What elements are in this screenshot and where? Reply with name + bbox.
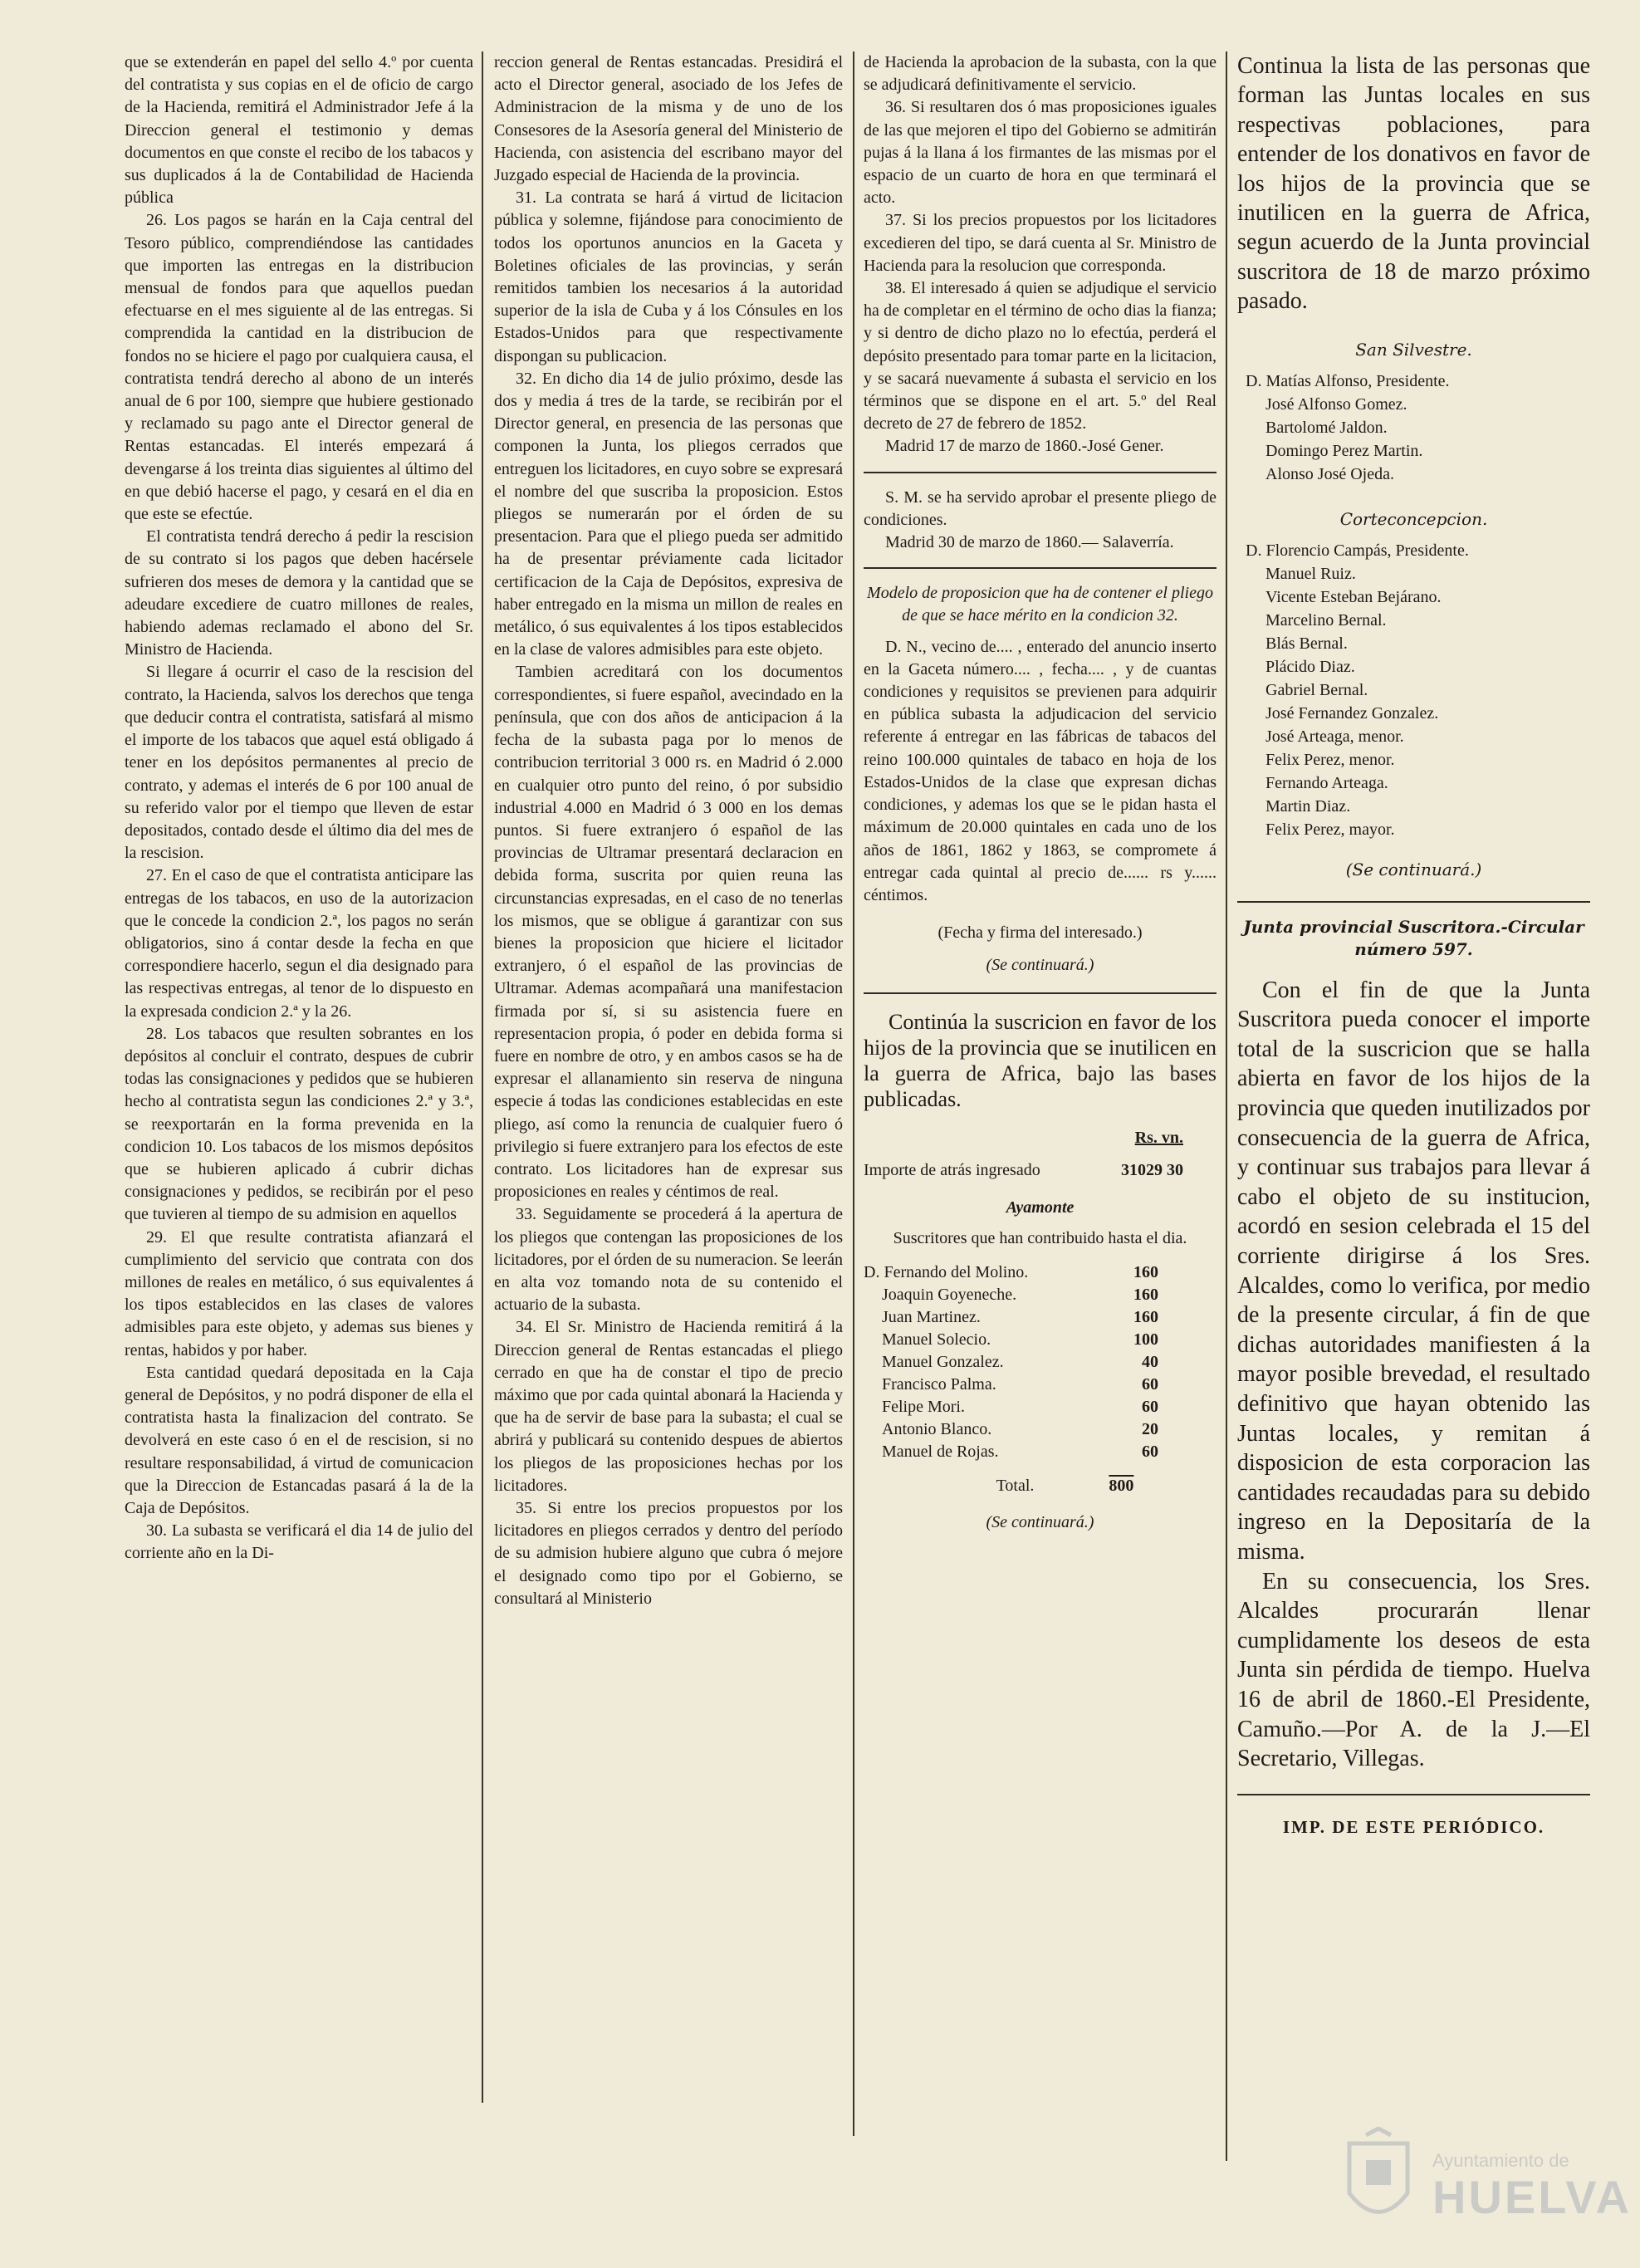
member-name: Blás Bernal.	[1265, 634, 1348, 653]
member-name: Vicente Esteban Bejárano.	[1265, 587, 1442, 606]
previous-total-label: Importe de atrás ingresado	[864, 1160, 1040, 1179]
member-name: Martin Diaz.	[1265, 796, 1351, 816]
divider	[864, 567, 1217, 569]
member-name: Gabriel Bernal.	[1265, 680, 1368, 699]
previous-total-amount: 31029 30	[1121, 1160, 1183, 1179]
signature: Madrid 30 de marzo de 1860.— Salaverría.	[885, 533, 1174, 552]
column-3	[864, 51, 1217, 2231]
subscription-heading	[864, 1009, 1217, 1112]
subscriber-name: Francisco Palma.	[882, 1375, 996, 1394]
signature: Madrid 17 de marzo de 1860.-José Gener.	[885, 437, 1164, 456]
paragraph: que se extenderán en papel del sello 4.º por cuenta del contratista y sus copias en el de oficio de cargo de la Hacienda, remitirá el Administrador Jefe á la Direccion general el testimonio y demas documentos en que conste el recibo de los tabacos y sus duplicados á la de Contabilidad de Hacienda pública	[125, 53, 473, 208]
circular-body	[1237, 976, 1590, 1774]
subscriber-amount: 160	[1133, 1286, 1158, 1305]
condition-34: 34. El Sr. Ministro de Hacienda remitirá á la Direccion general de Rentas estancadas el pliego cerrado en que ha de constar el tipo de precio máximo que por cada quintal abonará la Hacienda y que ha de servir de base para la subasta; el cual se abrirá y publicará su contenido despues de abiertos los pliegos de las proposiciones hechas por los licitadores.	[494, 1318, 843, 1495]
condition-36: 36. Si resultaren dos ó mas proposiciones iguales de las que mejoren el tipo del Gobierno se admitirán pujas á la llana á los firmantes de las mismas por el espacio de un cuarto de hora en que terminará el acto.	[864, 98, 1217, 208]
subscriber-row	[864, 1284, 1217, 1306]
condition-35: 35. Si entre los precios propuestos por los licitadores en pliegos cerrados y dentro del período de su admision hubiere alguno que cubra ó mejore el designado como tipo por el Gobierno, se consultará al Ministerio	[494, 1499, 843, 1608]
condition-26: 26. Los pagos se harán en la Caja central del Tesoro público, comprendiéndose las cantidades que importen las entregas en la distribucion mensual de fondos para que aquellos puedan efectuarse en el mes siguiente al de las entregas. Si comprendida la cantidad en la distribucion de fondos no se hiciere el pago por cualquiera causa, el contratista tendrá derecho al abono de un interés anual de 6 por 100, siempre que hubiere gestionado y reclamado su pago ante el Director general de Rentas estancadas. El interés empezará á devengarse á los treinta dias siguientes al último del en que debió hacerse el pago, y cesará en el dia en que este se efectúe.	[125, 211, 473, 524]
member-name: José Alfonso Gomez.	[1265, 394, 1407, 414]
name-list	[1237, 539, 1590, 841]
circular-paragraph: Con el fin de que la Junta Suscritora pueda conocer el importe total de la suscricion que se halla abierta en favor de los hijos de la provincia que queden inutilizados por consecuencia de la guerra de Africa, y continuar sus trabajos para llevar á cabo el objeto de su institucion, acordó en sesion celebrada el 15 del corriente dirigirse á los Sres. Alcaldes, como lo verifica, por medio de la presente circular, á fin de que dichas autoridades manifiesten á la mayor posible brevedad, el resultado definitivo que hayan obtenido las Juntas locales, y remitan á disposicion de esta corporacion las cantidades recaudadas para su debido ingreso en la Depositaría de la misma.	[1237, 977, 1590, 1565]
condition-28: 28. Los tabacos que resulten sobrantes en los depósitos al concluir el contrato, despues de cubrir todas las consignaciones y pedidos que se hubieren hecho al contratista segun las condiciones 2.ª y 3.ª, se reexportarán en la forma prevenida en la condicion 10. Los tabacos de los mismos depósitos que se hubieren aplicado á cubrir dichas consignaciones y pedidos, se recibirán por el peso que tuvieren al tiempo de su admision en aquellos	[125, 1024, 473, 1224]
subscriber-row	[864, 1441, 1217, 1463]
subscriber-name: Antonio Blanco.	[882, 1420, 992, 1439]
subscriber-name: Felipe Mori.	[882, 1398, 965, 1417]
model-text: D. N., vecino de.... , enterado del anuncio inserto en la Gaceta número.... , fecha.... , y de cuantas condiciones y requisitos se previenen para adquirir en pública subasta la adjudicacion del servicio referente á entregar en las fábricas de tabacos del reino 100.000 quintales de tabaco en hoja de los Estados-Unidos de la clase que expresan dichas condiciones, y ademas los que se le pidan hasta el máximum de 20.000 quintales en cada uno de los años de 1861, 1862 y 1863, se compromete á entregar cada quintal al precio de...... rs y...... céntimos.	[864, 637, 1217, 904]
subscriber-row	[864, 1329, 1217, 1351]
watermark-line1: Ayuntamiento de	[1432, 2150, 1569, 2171]
column-1	[125, 51, 473, 2231]
watermark-line2: HUELVA	[1432, 2171, 1632, 2223]
member-name: Domingo Perez Martin.	[1265, 441, 1423, 460]
member-name: José Fernandez Gonzalez.	[1265, 703, 1439, 723]
member-name: Marcelino Bernal.	[1265, 610, 1387, 629]
subscriber-amount: 160	[1133, 1263, 1158, 1282]
condition-32: 32. En dicho dia 14 de julio próximo, desde las dos y media á tres de la tarde, se recibirán por el Director general, en presencia de las personas que componen la Junta, los pliegos cerrados que entreguen los licitadores, en cuyo sobre se expresará el nombre del que suscriba la proposicion. Estos pliegos se numerarán por el órden de su presentacion. Para que el pliego pueda ser admitido ha de presentar préviamente cada licitador certificacion de la Caja de Depósitos, expresiva de haber entregado en la misma un millon de reales en metálico, ó sus equivalentes á los tipos establecidos en la clase de valores admisibles para este objeto.	[494, 369, 843, 659]
currency-label: Rs. vn.	[1134, 1128, 1183, 1147]
juntas-intro-text: Continua la lista de las personas que forman las Juntas locales en sus respectivas poblaciones, para entender de los donativos en favor de los hijos de la provincia que se inutilicen en la guerra de Africa, segun acuerdo de la Junta provincial suscritora de 18 de marzo próximo pasado.	[1237, 53, 1590, 315]
paragraph: reccion general de Rentas estancadas. Presidirá el acto el Director general, asociado de los Jefes de Administracion de la misma y de uno de los Consesores de la Asesoría general del Ministerio de Hacienda, con asistencia del escribano mayor del Juzgado especial de Hacienda de la provincia.	[494, 53, 843, 185]
paragraph: Si llegare á ocurrir el caso de la rescision del contrato, la Hacienda, salvos los derechos que tenga que deducir contra el contratista, satisfará al mismo el importe de los tabacos que aquel está obligado á tener en los depósitos permanentes al precio de contrato, y ademas el interés de 6 por 100 anual de su referido valor por el tiempo que lleven de estar depositados, contado desde el último dia del mes de la rescision.	[125, 663, 473, 863]
subscriber-amount: 160	[1133, 1308, 1158, 1327]
total-row	[864, 1475, 1217, 1497]
paragraph: Tambien acreditará con los documentos correspondientes, si fuere español, avecindado en la península, que con dos años de anticipacion á la fecha de la subasta paga por lo menos de contribucion territorial 3 000 rs. en Madrid ó 2.000 en cualquier otro punto del reino, ó por subsidio industrial 4.000 en Madrid ó 3 000 en los demas puntos. Si fuere extranjero ó español de las provincias de Ultramar presentará declaracion en debida forma, suscrita por quien reuna las circunstancias expresadas, en el caso de no tenerlas los mismos, que se obligue á garantizar con sus bienes la proposicion que hiciere el licitador extranjero, ó el español de las provincias de Ultramar. Ademas acompañará una manifestacion firmada por sí, si su asistencia fuere en representacion propia, ó poder en debida forma si fuere en nombre de otro, y en ambos casos se ha de expresar el allanamiento sin reserva de ninguna especie á todas las condiciones establecidas en este pliego, así como la renuncia de cualquier fuero ó privilegio si fuere extranjero para los efectos de este contrato. Los licitadores han de expresar sus proposiciones en reales y céntimos de real.	[494, 663, 843, 1202]
subscriber-row	[864, 1261, 1217, 1284]
continue-note: (Se continuará.)	[986, 956, 1094, 975]
condition-30: 30. La subasta se verificará el dia 14 de julio del corriente año en la Di-	[125, 1521, 473, 1563]
circular-heading: Junta provincial Suscritora.-Circular número 597.	[1243, 916, 1584, 959]
subscriber-name: Joaquin Goyeneche.	[882, 1286, 1017, 1305]
condition-33: 33. Seguidamente se procederá á la apertura de los pliegos que contengan las proposiciones de los licitadores, por el órden de su numeracion. Se leerán en alta voz tomando nota de su contenido el actuario de la subasta.	[494, 1205, 843, 1315]
member-name: José Arteaga, menor.	[1265, 727, 1404, 746]
approval-text: S. M. se ha servido aprobar el presente pliego de condiciones.	[864, 487, 1217, 529]
column-rule	[853, 51, 854, 2136]
previous-total-row	[864, 1159, 1217, 1182]
subscriber-row	[864, 1418, 1217, 1441]
condition-31: 31. La contrata se hará á virtud de licitacion pública y solemne, fijándose para conocimiento de todos los oportunos anuncios en la Gaceta y Boletines oficiales de las provincias, y serán remitidos tambien los necesarios á la autoridad superior de la isla de Cuba y á los Cónsules en los Estados-Unidos para que respectivamente dispongan su publicacion.	[494, 189, 843, 365]
member-name: D. Florencio Campás, Presidente.	[1246, 541, 1469, 560]
member-name: D. Matías Alfonso, Presidente.	[1246, 371, 1450, 390]
member-name: Fernando Arteaga.	[1265, 773, 1388, 792]
circular-paragraph: En su consecuencia, los Sres. Alcaldes procurarán llenar cumplidamente los deseos de esta Junta sin pérdida de tiempo. Huelva 16 de abril de 1860.-El Presidente, Camuño.—Por A. de la J.—El Secretario, Villegas.	[1237, 1568, 1590, 1772]
member-name: Felix Perez, mayor.	[1265, 820, 1395, 839]
divider	[864, 992, 1217, 994]
member-name: Plácido Diaz.	[1265, 657, 1355, 676]
total-amount: 800	[1109, 1477, 1134, 1496]
subscriber-name: Manuel Gonzalez.	[882, 1353, 1004, 1372]
subscriber-amount: 20	[1142, 1420, 1158, 1439]
subscriber-name: Manuel Solecio.	[882, 1330, 991, 1350]
continue-note: (Se continuará.)	[1345, 859, 1482, 879]
crest-icon	[1341, 2127, 1416, 2235]
column-rule	[1226, 51, 1227, 2161]
subscriber-amount: 100	[1133, 1330, 1158, 1350]
divider	[1237, 901, 1590, 903]
continue-note: (Se continuará.)	[986, 1512, 1094, 1531]
place-heading: San Silvestre.	[1355, 339, 1472, 360]
model-signature: (Fecha y firma del interesado.)	[937, 923, 1143, 943]
subscriber-amount: 40	[1142, 1353, 1158, 1372]
member-name: Manuel Ruiz.	[1265, 564, 1356, 583]
subscriber-row	[864, 1306, 1217, 1329]
imprint: IMP. DE ESTE PERIÓDICO.	[1282, 1816, 1545, 1837]
paragraph: de Hacienda la aprobacion de la subasta, con la que se adjudicará definitivamente el servicio.	[864, 53, 1217, 95]
paragraph: El contratista tendrá derecho á pedir la rescision de su contrato si los pagos que deben hacérsele sufrieren dos meses de demora y la cantidad que se adeudare excediere de cuatro millones de reales, habiendo ademas reclamado el abono del Sr. Ministro de Hacienda.	[125, 527, 473, 659]
condition-38: 38. El interesado á quien se adjudique el servicio ha de completar en el término de ocho dias la fianza; y si dentro de dicho plazo no lo efectúa, perderá el depósito presentado para tomar parte en la licitacion, y se sacará nuevamente á subasta el servicio en los términos que se dispone en el art. 5.º del Real decreto de 27 de febrero de 1852.	[864, 279, 1217, 434]
name-list	[1237, 370, 1590, 486]
model-heading: Modelo de proposicion que ha de contener el pliego de que se hace mérito en la condicion 32.	[867, 584, 1213, 625]
total-label: Total.	[996, 1477, 1035, 1496]
member-name: Bartolomé Jaldon.	[1265, 418, 1388, 437]
paragraph: Esta cantidad quedará depositada en la Caja general de Depósitos, y no podrá disponer de ella el contratista hasta la finalizacion del contrato. Se devolverá en este caso ó en el de rescision, si no resultare responsabilidad, á virtud de comunicacion que la Direccion de Estancadas pasará á la de la Caja de Depósitos.	[125, 1363, 473, 1517]
column-rule	[482, 51, 483, 2103]
subscriber-amount: 60	[1142, 1375, 1158, 1394]
subscriber-name: D. Fernando del Molino.	[864, 1263, 1029, 1282]
column-2	[494, 51, 843, 2231]
divider	[1237, 1794, 1590, 1795]
subscription-heading-text: Continúa la suscricion en favor de los hijos de la provincia que se inutilicen en la guerra de Africa, bajo las bases publicadas.	[864, 1009, 1217, 1111]
subscribers-table	[864, 1261, 1217, 1463]
divider	[864, 472, 1217, 473]
member-name: Alonso José Ojeda.	[1265, 464, 1394, 483]
subscriber-name: Juan Martinez.	[882, 1308, 981, 1327]
town-name: Ayamonte	[1006, 1198, 1075, 1217]
subscriber-row	[864, 1374, 1217, 1396]
juntas-intro	[1237, 51, 1590, 316]
subscriber-row	[864, 1396, 1217, 1418]
archive-watermark	[1341, 2119, 1632, 2251]
condition-27: 27. En el caso de que el contratista anticipare las entregas de los tabacos, en uso de la autorizacion que le concede la condicion 2.ª, los pagos no serán obligatorios, sino á contar desde la fecha en que correspondiere hacerlo, segun el dia designado para las respectivas entregas, al tenor de lo dispuesto en la expresada condicion 2.ª y la 26.	[125, 866, 473, 1021]
subscriber-name: Manuel de Rojas.	[882, 1443, 999, 1462]
member-name: Felix Perez, menor.	[1265, 750, 1395, 769]
condition-29: 29. El que resulte contratista afianzará el cumplimiento del servicio que contrata con dos millones de reales en metálico, ó sus equivalentes á los tipos establecidos en las clases de valores admisibles para este objeto, y ademas sus bienes y rentas, habidos y por haber.	[125, 1227, 473, 1359]
subscribers-note: Suscritores que han contribuido hasta el dia.	[893, 1229, 1187, 1248]
condition-37: 37. Si los precios propuestos por los licitadores excedieren del tipo, se dará cuenta al Sr. Ministro de Hacienda para la resolucion que corresponda.	[864, 211, 1217, 275]
subscriber-amount: 60	[1142, 1398, 1158, 1417]
column-4	[1237, 51, 1590, 2231]
place-heading: Corteconcepcion.	[1339, 508, 1488, 529]
subscriber-amount: 60	[1142, 1443, 1158, 1462]
subscriber-row	[864, 1351, 1217, 1374]
